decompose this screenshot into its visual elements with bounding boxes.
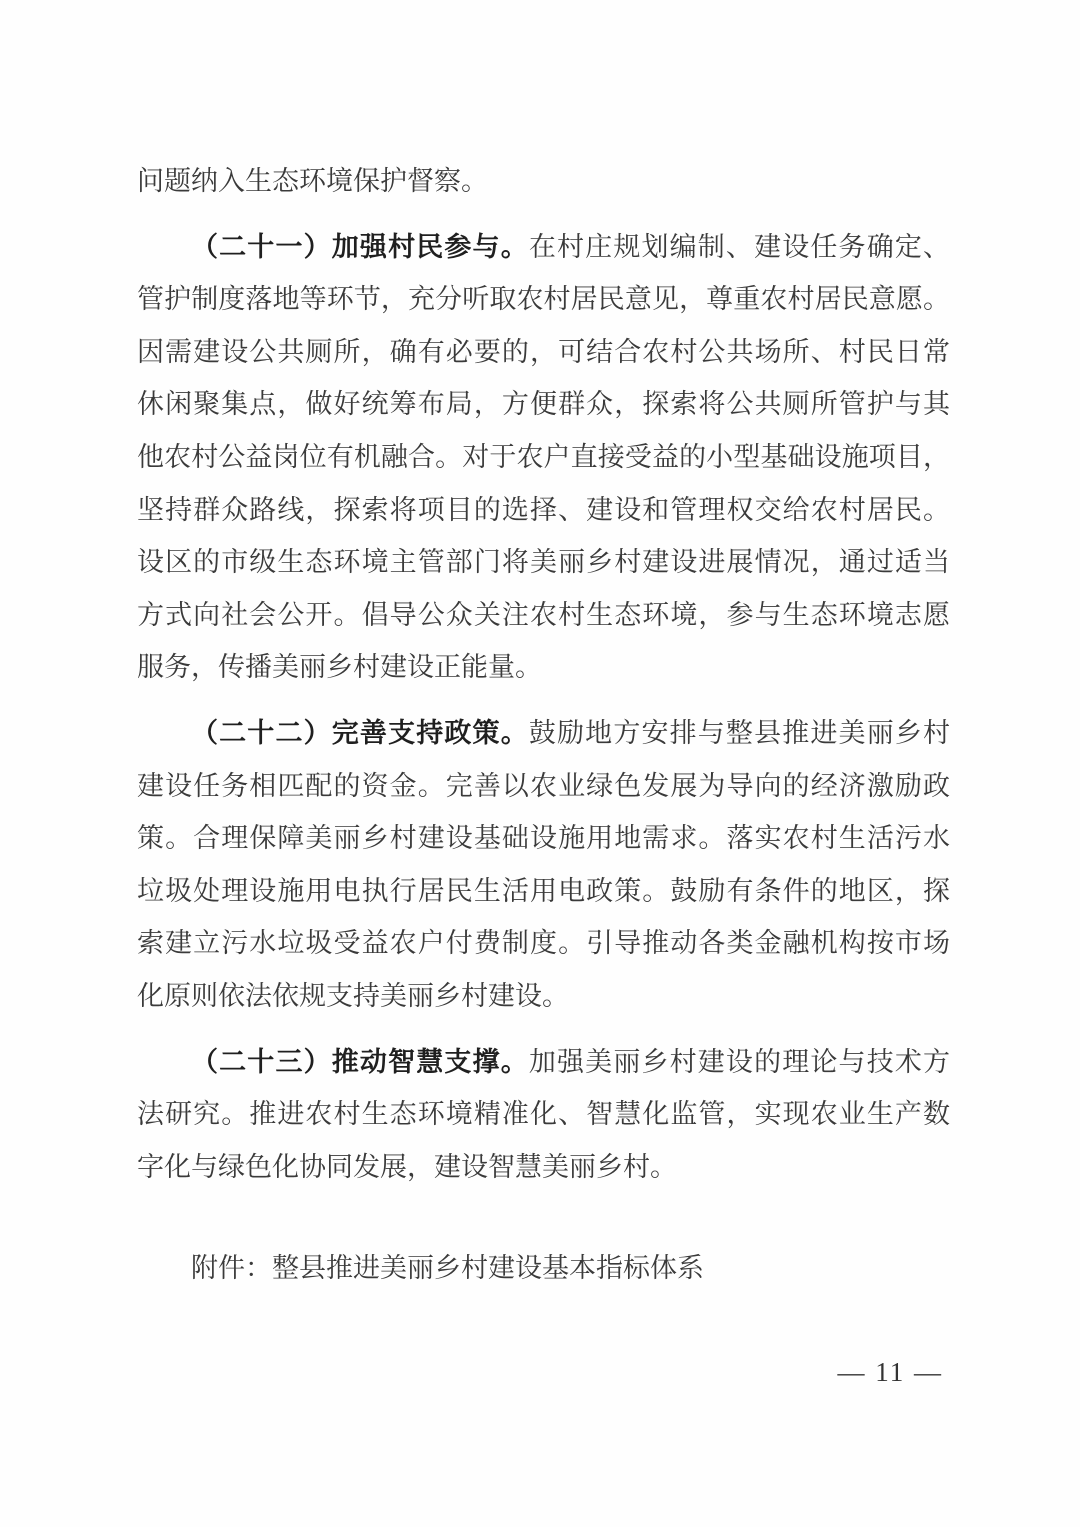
attachment-line: 附件：整县推进美丽乡村建设基本指标体系: [191, 1253, 704, 1284]
section-heading: （二十一）加强村民参与。: [191, 231, 529, 262]
text-line: [137, 865, 950, 918]
text-line: [137, 641, 950, 694]
page-number: — 11 —: [837, 1357, 943, 1387]
text-line: [137, 917, 950, 970]
line-text: 方式向社会公开。倡导公众关注农村生态环境，参与生态环境志愿: [137, 599, 950, 630]
text-line: [137, 970, 950, 1023]
line-text: 索建立污水垃圾受益农户付费制度。引导推动各类金融机构按市场: [137, 928, 950, 959]
text-line: [137, 155, 950, 208]
text-line: [137, 536, 950, 589]
line-text: 管护制度落地等环节，充分听取农村居民意见，尊重农村居民意愿。: [137, 284, 950, 315]
line-text: 问题纳入生态环境保护督察。: [137, 166, 488, 196]
text-line-section-21-start: [137, 221, 950, 274]
section-heading: （二十二）完善支持政策。: [191, 717, 529, 748]
line-text: 服务，传播美丽乡村建设正能量。: [137, 652, 542, 683]
line-text: 设区的市级生态环境主管部门将美丽乡村建设进展情况，通过适当: [137, 547, 950, 578]
line-text: 鼓励地方安排与整县推进美丽乡村: [528, 717, 950, 748]
line-text: 垃圾处理设施用电执行居民生活用电政策。鼓励有条件的地区，探: [137, 875, 950, 906]
text-line-section-23-start: [137, 1036, 950, 1089]
text-line: [137, 589, 950, 642]
text-line: [137, 1141, 950, 1194]
line-text: 休闲聚集点，做好统筹布局，方便群众，探索将公共厕所管护与其: [137, 389, 950, 420]
line-text: 他农村公益岗位有机融合。对于农户直接受益的小型基础设施项目，: [137, 441, 950, 472]
line-text: 策。合理保障美丽乡村建设基础设施用地需求。落实农村生活污水: [137, 823, 950, 854]
text-line: [137, 1088, 950, 1141]
line-text: 法研究。推进农村生态环境精准化、智慧化监管，实现农业生产数: [137, 1099, 950, 1130]
text-line: [137, 273, 950, 326]
line-text: 建设任务相匹配的资金。完善以农业绿色发展为导向的经济激励政: [137, 770, 950, 801]
document-body: [137, 155, 950, 1295]
line-text: 加强美丽乡村建设的理论与技术方: [528, 1046, 950, 1077]
line-text: 坚持群众路线，探索将项目的选择、建设和管理权交给农村居民。: [137, 494, 950, 525]
line-text: 字化与绿色化协同发展，建设智慧美丽乡村。: [137, 1151, 677, 1182]
text-line: [137, 760, 950, 813]
text-line: [137, 326, 950, 379]
text-line-section-22-start: [137, 707, 950, 760]
line-text: 因需建设公共厕所，确有必要的，可结合农村公共场所、村民日常: [137, 336, 950, 367]
text-line: [137, 812, 950, 865]
text-line: [137, 378, 950, 431]
line-text: 在村庄规划编制、建设任务确定、: [528, 231, 950, 262]
text-line: [137, 431, 950, 484]
line-text: 化原则依法依规支持美丽乡村建设。: [137, 980, 569, 1011]
text-line: [137, 484, 950, 537]
section-heading: （二十三）推动智慧支撑。: [191, 1046, 529, 1077]
